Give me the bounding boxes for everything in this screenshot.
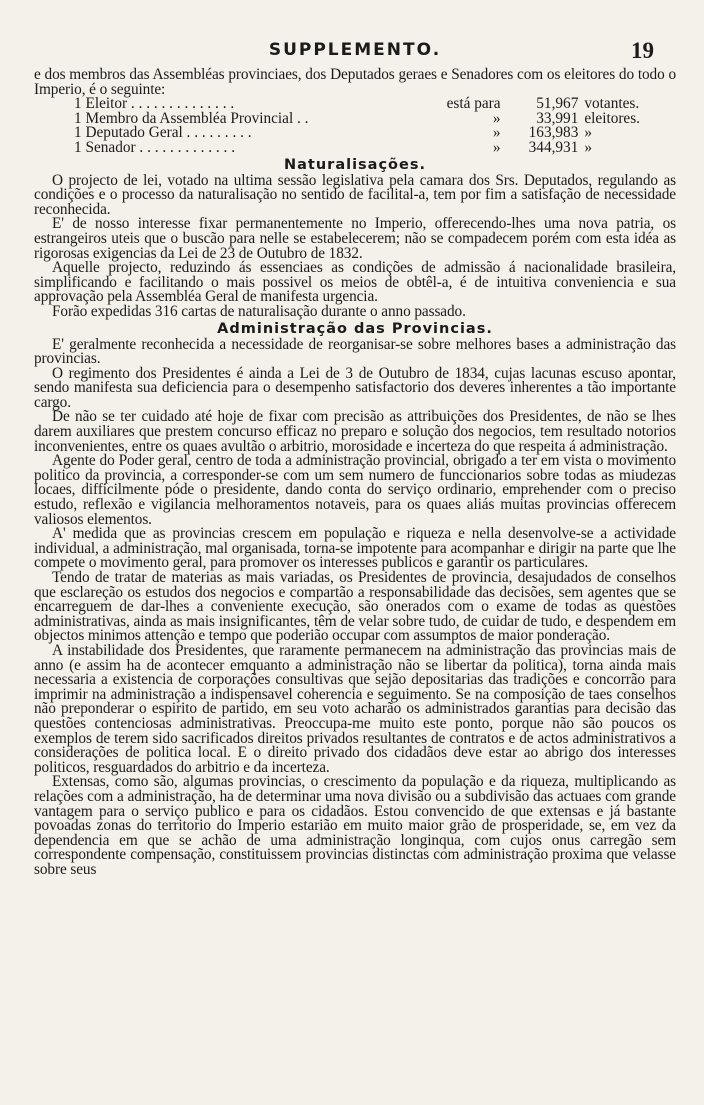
paragraph: A' medida que as provincias crescem em população e riqueza e nella desenvolve-se a actividade individual, a administração, mal organisada, torna-se impotente para acompanhar e dirigir na parte que lhe compete o movimento geral, para promover os interesses publicos e garantir os particulares. xyxy=(34,525,676,572)
page-number: 19 xyxy=(631,38,654,63)
stats-value: 51,967 xyxy=(536,95,579,113)
page-header xyxy=(34,34,676,68)
paragraph: O regimento dos Presidentes é ainda a Lei de 3 de Outubro de 1834, cujas lacunas escuso apontar, sendo manifesta sua deficiencia para o desempenho satisfactorio dos deveres inherentes a tão importante cargo. xyxy=(34,364,676,411)
paragraph: Forão expedidas 316 cartas de naturalisação durante o anno passado. xyxy=(52,302,466,320)
stats-value: 344,931 xyxy=(528,138,579,156)
stats-value: 163,983 xyxy=(528,124,579,142)
stats-unit: votantes. xyxy=(584,95,640,113)
paragraph: E' de nosso interesse fixar permanentemente no Imperio, offerecendo-lhes uma nova patria, os estrangeiros uteis que o buscão para nelle se estabelecerem; não se compadecem porém com esta idéa as rigorosas exigencias da Lei de 23 de Outubro de 1832. xyxy=(34,215,676,262)
stats-table xyxy=(74,97,640,155)
stats-value: 33,991 xyxy=(536,109,579,127)
stats-prefix: está para xyxy=(446,95,501,113)
intro-paragraph: e dos membros das Assembléas provinciaes, dos Deputados geraes e Senadores com os eleitores do todo o Imperio, é o seguinte: xyxy=(34,66,676,98)
paragraph: E' geralmente reconhecida a necessidade de reorganisar-se sobre melhores bases a administração das provincias. xyxy=(34,335,676,368)
paragraph: De não se ter cuidado até hoje de fixar com precisão as attribuições dos Presidentes, de não se lhes darem auxiliares que prestem concurso efficaz no preparo e solução dos negocios, tem resultado notorios inconvenientes, entre os quaes avultão o arbitrio, morosidade e incerteza do que respeita á administração. xyxy=(34,408,676,455)
stats-label: 1 Eleitor . . . . . . . . . . . . . . xyxy=(74,95,235,113)
stats-unit: » xyxy=(584,124,593,142)
stats-unit: eleitores. xyxy=(584,109,640,127)
paragraph: Extensas, como são, algumas provincias, o crescimento da população e da riqueza, multiplicando as relações com a administração, ha de determinar uma nova divisão ou a subdivisão das actuaes com grande vantagem para o serviço publico e para os cidadãos. Estou convencido de que extensas e já bastante povoadas zonas do territorio do Imperio estarião em muito maior grão de prosperidade, se, em vez da dependencia em que se achão de uma administração longinqua, com cujos onus carregão sem correspondente compensação, constituissem provincias distinctas com administração proxima que velasse sobre seus xyxy=(34,773,676,878)
stats-label: 1 Deputado Geral . . . . . . . . . xyxy=(74,124,252,142)
paragraph: Tendo de tratar de materias as mais variadas, os Presidentes de provincia, desajudados de conselhos que esclareção os estudos dos negocios e compartão a responsabilidade das decisões, sem agentes que se encarreguem de dar-lhes a conveniente execução, são onerados com o exame de todas as questões administrativas, ainda as mais insignificantes, têm de velar sobre tudo, de cuidar de tudo, e despendem em objectos minimos attenção e tempo que poderião occupar com assumptos de maior ponderação. xyxy=(34,569,676,645)
stats-prefix: » xyxy=(492,109,501,127)
running-title: SUPPLEMENTO. xyxy=(268,40,442,60)
paragraph: Aquelle projecto, reduzindo ás essenciaes as condições de admissão á nacionalidade brasileira, simplificando e facilitando o mais possivel os meios de obtêl-a, é de intuitiva conveniencia e sua approvação pela Assembléa Geral de manifesta urgencia. xyxy=(34,259,676,306)
paragraph: A instabilidade dos Presidentes, que raramente permanecem na administração das provincias mais de anno (e assim ha de acontecer emquanto a administração não se libertar da politica), torna ainda mais necessaria a existencia de corporações consultivas que sejão depositarias das tradições e concorrão para imprimir na administração a indispensavel coherencia e seguimento. Se na composição de taes conselhos não preponderar o espirito de partido, em seu voto acharão os administrados garantias para decisão das questões contenciosas administrativas. Preoccupa-me muito este ponto, porque não são poucos os exemplos de terem sido sacrificados direitos privados resultantes de contratos e de actos administrativos a considerações de politica local. E o direito privado dos cidadãos deve estar ao abrigo dos interesses politicos, resguardados do arbitrio e da incerteza. xyxy=(34,641,676,776)
stats-label: 1 Senador . . . . . . . . . . . . . xyxy=(74,138,236,156)
stats-prefix: » xyxy=(492,124,501,142)
section-heading-naturalisacoes: Naturalisações. xyxy=(284,156,426,173)
paragraph: Agente do Poder geral, centro de toda a administração provincial, obrigado a ter em vista o movimento politico da provincia, a corresponder-se com um sem numero de funccionarios sobre todas as miudezas locaes, difficilmente póde o presidente, dando conta do serviço ordinario, emprehender com o preciso estudo, reflexão e vigilancia melhoramentos notaveis, para os quaes aliás muitas provincias offerecem valiosos elementos. xyxy=(34,452,676,528)
stats-unit: » xyxy=(584,138,593,156)
stats-label: 1 Membro da Assembléa Provincial . . xyxy=(74,109,309,127)
stats-prefix: » xyxy=(492,138,501,156)
stats-row xyxy=(74,141,640,156)
paragraph: O projecto de lei, votado na ultima sessão legislativa pela camara dos Srs. Deputados, regulando as condições e o processo da naturalisação no sentido de facilital-a, tem por fim a satisfação de necessidade reconhecida. xyxy=(34,171,676,218)
section-heading-administracao: Administração das Provincias. xyxy=(217,320,493,337)
